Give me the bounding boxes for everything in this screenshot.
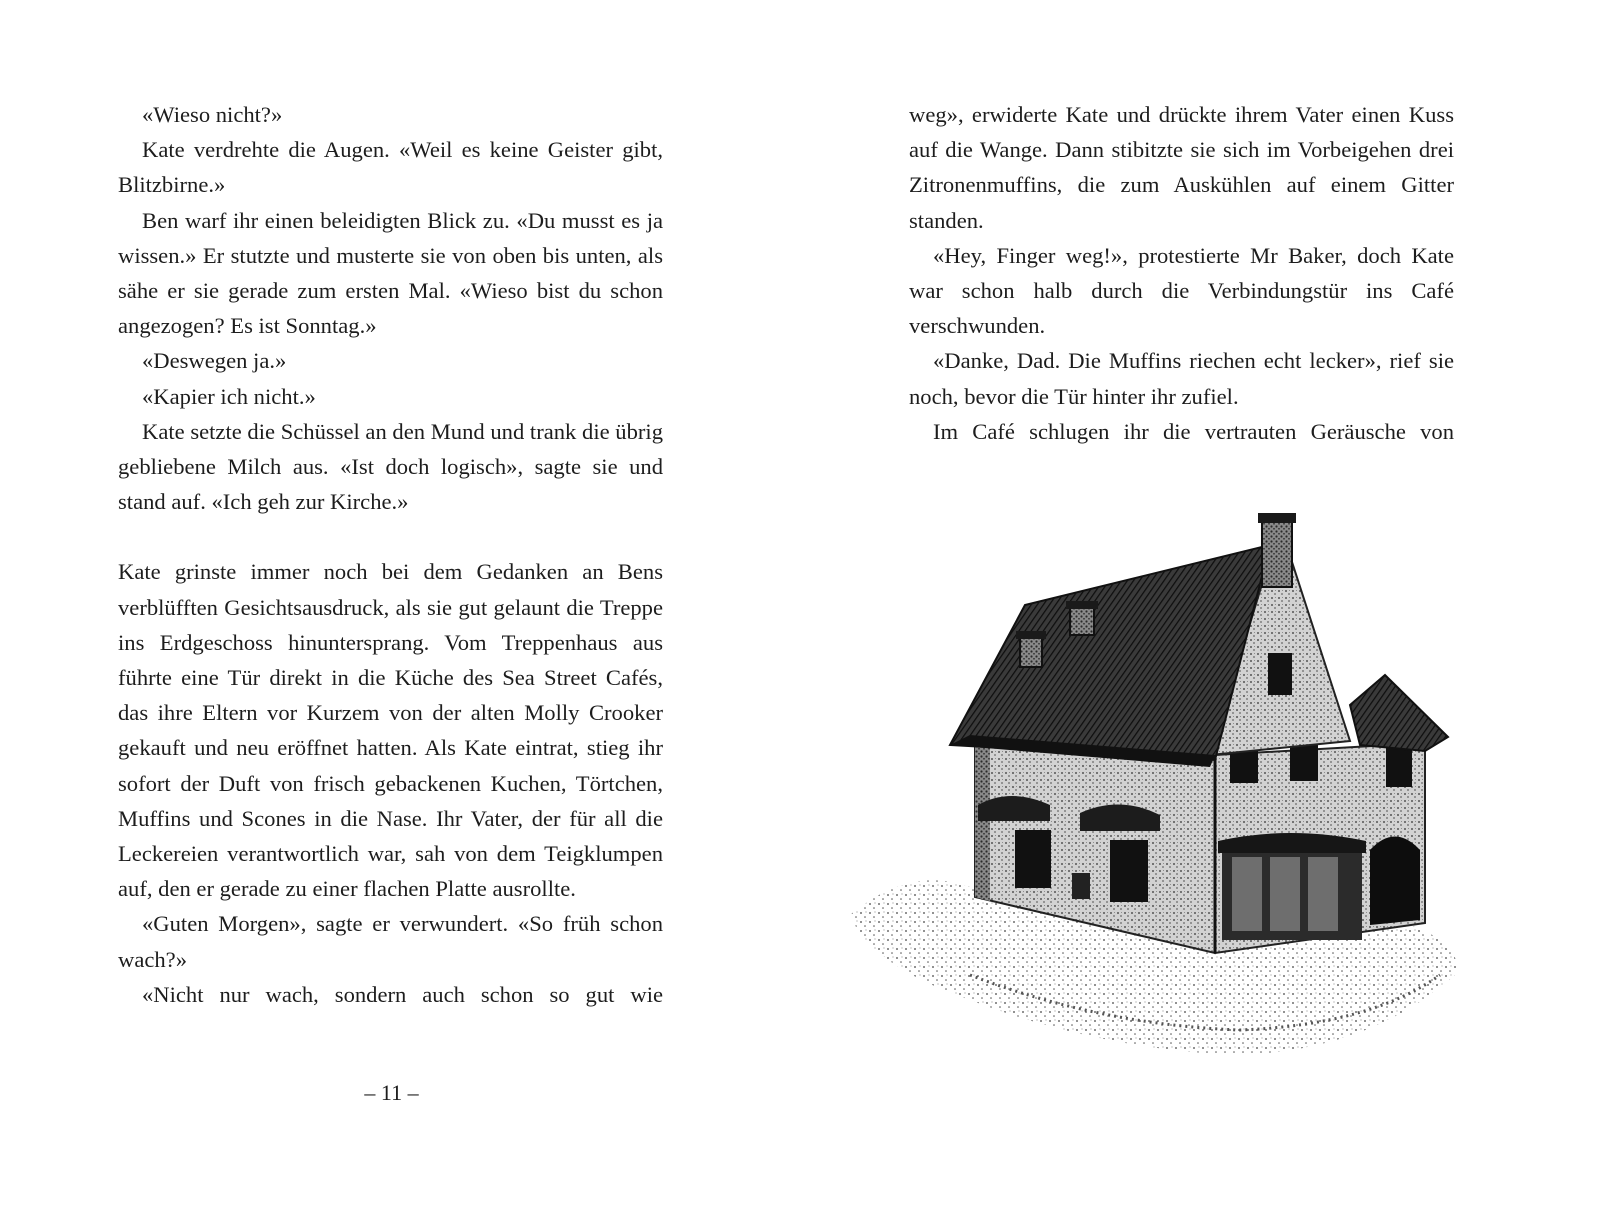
sign-board: [1072, 873, 1090, 899]
paragraph: Kate grinste immer noch bei dem Gedanken an Bens verblüfften Gesichtsausdruck, als sie gut gelaunt die Treppe ins Erdgeschoss hinuntersprang. Vom Treppenhaus aus führte eine Tür direkt in die Küche des Sea Street Cafés, das ihre Eltern vor Kurzem von der alten Molly Crooker gekauft und neu eröffnet hatten. Als Kate eintrat, stieg ihr sofort der Duft von frisch gebackenen Kuchen, Törtchen, Muffins und Scones in die Nase. Ihr Vater, der für all die Leckereien verantwortlich war, sah von dem Teigklumpen auf, den er gerade zu einer flachen Platte ausrollte.: [118, 559, 663, 902]
window: [1110, 840, 1148, 902]
paragraph: Kate verdrehte die Augen. «Weil es keine Geister gibt, Blitzbirne.»: [118, 137, 663, 198]
paragraph: Kate setzte die Schüssel an den Mund und trank die übrig gebliebene Milch aus. «Ist doch logisch», sagte sie und stand auf. «Ich geh zur Kirche.»: [118, 418, 663, 515]
right-page-text: [909, 97, 1454, 449]
paragraph: «Danke, Dad. Die Muffins riechen echt lecker», rief sie noch, bevor die Tür hinter ihr zufiel.: [909, 348, 1454, 409]
paragraph: «Deswegen ja.»: [142, 348, 287, 374]
page-number: – 11 –: [364, 1080, 419, 1105]
gable-window: [1268, 653, 1292, 695]
window: [1015, 830, 1051, 888]
paragraph: «Kapier ich nicht.»: [142, 383, 316, 409]
paragraph: «Nicht nur wach, sondern auch schon so gut wie: [142, 981, 663, 1007]
paragraph: Ben warf ihr einen beleidigten Blick zu. «Du musst es ja wissen.» Er stutzte und musterte sie von oben bis unten, als sähe er sie gerade zum ersten Mal. «Wieso bist du schon angezogen? Es ist Sonntag.»: [118, 207, 663, 339]
left-page-text: [118, 97, 663, 1012]
paragraph: «Wieso nicht?»: [142, 102, 283, 127]
window: [1386, 745, 1412, 787]
section-break: [118, 519, 663, 554]
paragraph: Im Café schlugen ihr die vertrauten Geräusche von: [933, 418, 1454, 444]
paragraph: weg», erwiderte Kate und drückte ihrem Vater einen Kuss auf die Wange. Dann stibitzte sie sich im Vorbeigehen drei Zitronenmuffins, die zum Auskühlen auf einem Gitter standen.: [909, 102, 1454, 233]
cafe-building-illustration: [850, 505, 1470, 1065]
paragraph: «Guten Morgen», sagte er verwundert. «So früh schon wach?»: [118, 911, 663, 972]
paragraph: «Hey, Finger weg!», protestierte Mr Baker, doch Kate war schon halb durch die Verbindungstür ins Café verschwunden.: [909, 242, 1454, 339]
entrance-arch: [1370, 837, 1420, 926]
